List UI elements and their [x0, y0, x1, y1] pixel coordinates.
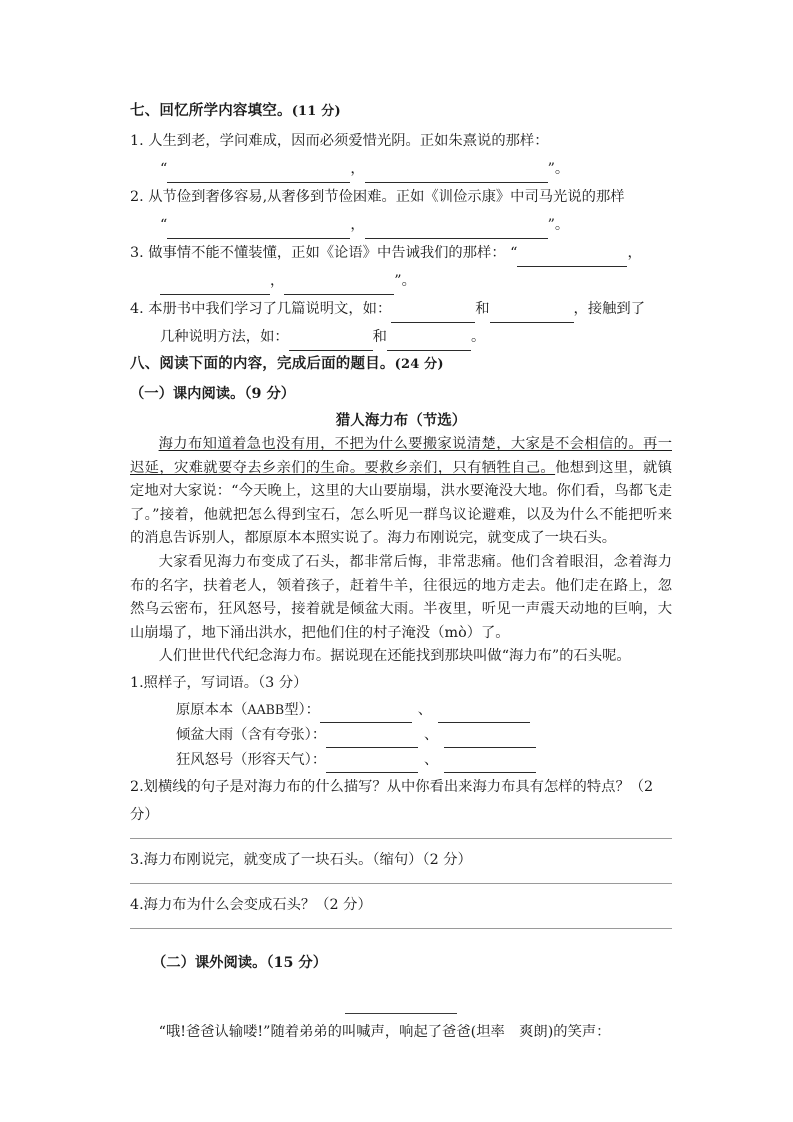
reading-question-3 [130, 846, 672, 874]
passage-body [130, 433, 672, 669]
pattern-separator: 、 [423, 751, 439, 768]
question-7-4-text-d: 。 [470, 329, 486, 345]
question-7-4-line2 [130, 323, 672, 351]
passage-paragraph-3: 人们世世代代纪念海力布。据说现在还能找到那块叫做“海力布”的石头呢。 [158, 648, 631, 665]
blank-field[interactable] [160, 279, 270, 295]
blank-field[interactable] [289, 335, 373, 351]
conj-he: 和 [475, 301, 490, 317]
section-8-title: 八、阅读下面的内容，完成后面的题目。 [130, 355, 395, 372]
blank-field[interactable] [517, 251, 627, 267]
passage-title: 猎人海力布（节选） [335, 412, 467, 429]
reading-question-2-number: 2. [130, 778, 144, 795]
spacer [130, 884, 672, 891]
reading-question-2-text: 划横线的句子是对海力布的什么描写？从中你看出来海力布具有怎样的特点？（2 分） [130, 778, 654, 823]
quote-open: “ [160, 217, 168, 233]
question-7-2-number: 2. [130, 189, 144, 205]
quote-close: ” [547, 217, 555, 233]
pattern-label-a: 狂风怒号（形容天气）： [176, 751, 327, 768]
reading-question-4-text: 海力布为什么会变成石头？（2 分） [143, 896, 372, 913]
reading-question-1-number: 1. [130, 674, 144, 691]
blank-field[interactable] [326, 757, 418, 773]
passage-2-first-line: “哦!爸爸认输喽!”随着弟弟的叫喊声，响起了爸爸(坦率 爽朗)的笑声： [158, 1023, 611, 1040]
question-7-4-text-b: ，接触到了 [573, 301, 646, 317]
question-7-4-number: 4. [130, 301, 144, 317]
blank-field[interactable] [167, 223, 350, 239]
quote-close: ” [394, 273, 402, 289]
question-7-1-text: 人生到老，学问难成，因而必须爱惜光阴。正如朱熹说的那样： [148, 133, 549, 149]
blank-field[interactable] [391, 307, 475, 323]
blank-field[interactable] [444, 757, 536, 773]
question-7-4-text-a: 本册书中我们学习了几篇说明文，如： [148, 301, 392, 317]
conj-he: 和 [372, 329, 387, 345]
comma: ， [270, 273, 285, 289]
quote-open: “ [160, 161, 168, 177]
blank-field[interactable] [167, 167, 350, 183]
reading-question-4 [130, 891, 672, 919]
spacer [130, 839, 672, 846]
blank-field[interactable] [365, 223, 548, 239]
passage-2-title-blank[interactable] [345, 1001, 457, 1014]
blank-field[interactable] [490, 307, 574, 323]
quote-open: “ [510, 245, 518, 261]
reading-question-1 [130, 669, 672, 697]
blank-field[interactable] [444, 732, 536, 748]
reading-question-3-text: 海力布刚说完，就变成了一块石头。（缩句）（2 分） [143, 851, 472, 868]
pattern-separator: 、 [423, 726, 439, 743]
blank-field[interactable] [326, 732, 418, 748]
question-7-4 [130, 295, 672, 323]
reading-part-1-heading: （一）课内阅读。（9 分） [130, 386, 296, 402]
blank-field[interactable] [320, 707, 412, 723]
section-8-points: (24 分) [394, 357, 444, 372]
spacer [130, 929, 672, 949]
pattern-label-a: 倾盆大雨（含有夸张）： [176, 726, 327, 743]
question-7-1-answer-row [130, 155, 672, 183]
passage-underlined-sentence: 海力布知道着急也没有用，不把为什么要搬家说清楚，大家是不会相信的。再一迟延，灾难就要夺去乡亲们的生命。要救乡亲们，只有牺牲自己。 [130, 436, 672, 476]
reading-question-1-text: 照样子，写词语。（3 分） [143, 674, 308, 691]
section-7-points: (11 分) [291, 104, 341, 119]
pattern-separator: 、 [417, 701, 433, 718]
pattern-label-a: 原原本本（ [176, 701, 248, 718]
question-7-1-number: 1. [130, 133, 144, 149]
pattern-row [130, 723, 672, 748]
question-7-2 [130, 183, 672, 211]
passage-paragraph-2: 大家看见海力布变成了石头，都非常后悔，非常悲痛。他们含着眼泪，念着海力布的名字，扶着老人，领着孩子，赶着牛羊，往很远的地方走去。他们走在路上，忽然乌云密布，狂风怒号，接着就是倾盆大雨。半夜里，听见一声震天动地的巨响，大山崩塌了，地下涌出洪水，把他们住的村子淹没（mò）了。 [130, 553, 672, 641]
pattern-row [130, 748, 672, 773]
comma: ， [350, 161, 365, 177]
period: 。 [401, 273, 416, 289]
blank-field[interactable] [387, 335, 471, 351]
period: 。 [554, 161, 570, 177]
pattern-label-c: 型）： [284, 701, 320, 718]
question-7-1 [130, 127, 672, 155]
pattern-label-b: AABB [247, 701, 285, 717]
blank-field[interactable] [284, 279, 394, 295]
question-7-3-number: 3. [130, 245, 144, 261]
quote-close: ” [547, 161, 555, 177]
section-7-heading [130, 98, 672, 125]
question-7-3-text: 做事情不能不懂装懂，正如《论语》中告诫我们的那样： [148, 245, 506, 261]
question-7-2-text: 从节俭到奢侈容易,从奢侈到节俭困难。正如《训俭示康》中司马光说的那样 [148, 189, 625, 205]
section-7-title: 七、回忆所学内容填空。 [130, 102, 292, 119]
passage-paragraph-1 [130, 433, 672, 551]
blank-field[interactable] [438, 707, 530, 723]
period: 。 [554, 217, 570, 233]
passage-2-title-blank-wrap [130, 999, 672, 1018]
comma: ， [627, 245, 642, 261]
reading-question-4-number: 4. [130, 896, 144, 913]
question-7-4-text-c: 几种说明方法，如： [160, 329, 289, 345]
section-8-heading [130, 351, 672, 378]
reading-part-2-heading: （二）课外阅读。（15 分） [152, 954, 327, 971]
comma: ， [350, 217, 365, 233]
pattern-row [130, 697, 672, 723]
question-7-2-answer-row [130, 211, 672, 239]
page-content [130, 98, 672, 1046]
passage-paragraph-1-rest: 他想到这里，就镇定地对大家说：“今天晚上，这里的大山要崩塌，洪水要淹没大地。你们看，鸟都飞走了。”接着，他就把怎么得到宝石，怎么听见一群鸟议论避难，以及为什么不能把听来的消息告诉别人，都原原本本照实说了。海力布刚说完，就变成了一块石头。 [130, 459, 672, 547]
reading-question-2 [130, 773, 672, 829]
reading-question-3-number: 3. [130, 851, 144, 868]
question-7-3 [130, 239, 672, 267]
blank-field[interactable] [365, 167, 548, 183]
question-7-3-answer-row [130, 267, 672, 295]
